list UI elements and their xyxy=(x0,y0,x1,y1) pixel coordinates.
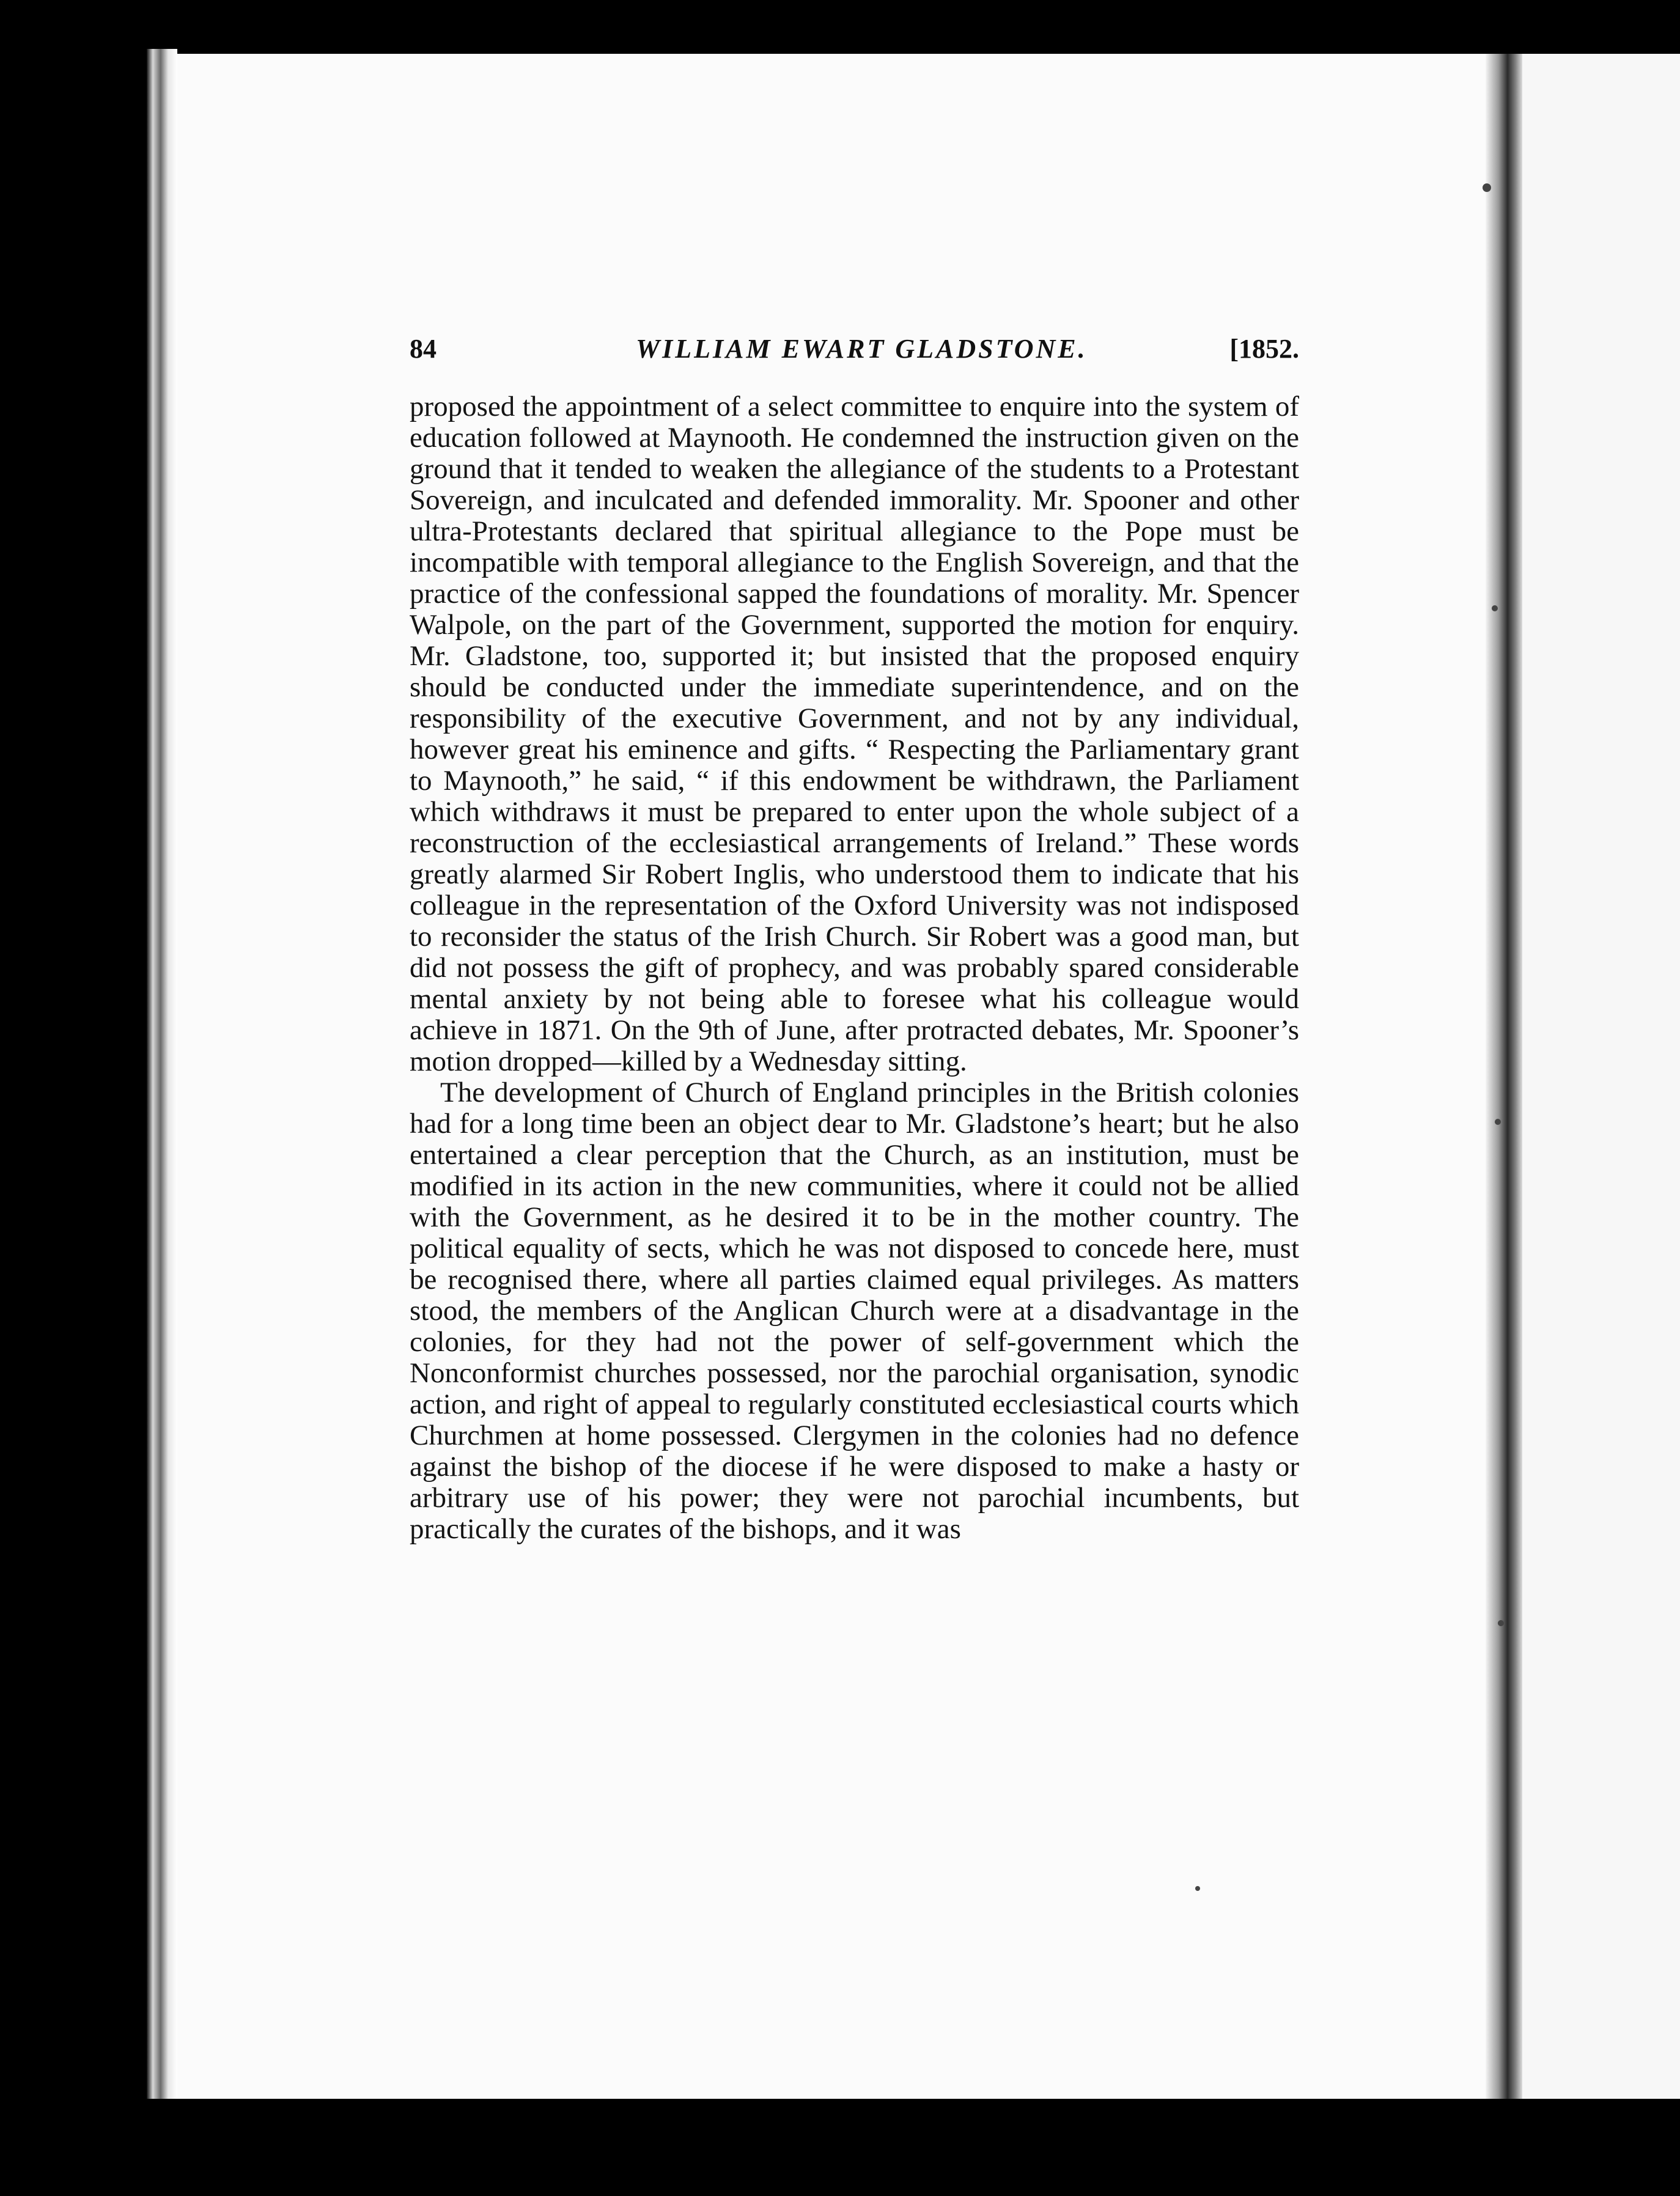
paragraph: proposed the appointment of a select committee to enquire into the system of education followed at Maynooth. He condemned the instruction given on the ground that it tended to weaken the allegiance of the students to a Protestant Sovereign, and inculcated and defended immorality. Mr. Spooner and other ultra-Protestants declared that spiritual allegiance to the Pope must be incompatible with temporal allegiance to the English Sovereign, and that the practice of the confessional sapped the foundations of morality. Mr. Spencer Walpole, on the part of the Government, supported the motion for enquiry. Mr. Gladstone, too, supported it; but insisted that the proposed enquiry should be conducted under the immediate superintendence, and on the responsibility of the executive Government, and not by any individual, however great his eminence and gifts. “ Respecting the Parliamentary grant to Maynooth,” he said, “ if this endowment be withdrawn, the Parliament which withdraws it must be prepared to enter upon the whole subject of a reconstruction of the ecclesiastical arrangements of Ireland.” These words greatly alarmed Sir Robert Inglis, who understood them to indicate that his colleague in the representation of the Oxford University was not indisposed to reconsider the status of the Irish Church. Sir Robert was a good man, but did not possess the gift of prophecy, and was probably spared considerable mental anxiety by not being able to foresee what his colleague would achieve in 1871. On the 9th of June, after protracted debates, Mr. Spooner’s motion dropped—killed by a Wednesday sitting. xyxy=(410,391,1299,1077)
dust-speck xyxy=(1495,1119,1501,1125)
header-year: [1852. xyxy=(1229,334,1299,364)
facing-page-edge xyxy=(1522,54,1680,2099)
scan-border xyxy=(0,2099,1680,2196)
book-gutter xyxy=(1486,54,1522,2099)
page-number: 84 xyxy=(410,334,437,364)
dust-speck xyxy=(1492,605,1498,611)
dust-speck xyxy=(1498,1620,1504,1626)
running-title: WILLIAM EWART GLADSTONE. xyxy=(636,334,1088,364)
paragraph: The development of Church of England principles in the British colonies had for a long time been an object dear to Mr. Gladstone’s heart; but he also entertained a clear perception that the Church, as an institution, must be modified in its action in the new communities, where it could not be allied with the Government, as he desired it to be in the mother country. The political equality of sects, which he was not disposed to concede here, must be recognised there, where all parties claimed equal privileges. As matters stood, the members of the Anglican Church were at a disadvantage in the colonies, for they had not the power of self-government which the Nonconformist churches possessed, nor the parochial organisation, synodic action, and right of appeal to regularly constituted ecclesiastical courts which Churchmen at home possessed. Clergymen in the colonies had no defence against the bishop of the diocese if he were disposed to make a hasty or arbitrary use of his power; they were not parochial incumbents, but practically the curates of the bishops, and it was xyxy=(410,1077,1299,1545)
dust-speck xyxy=(1483,183,1491,192)
page-body xyxy=(410,391,1299,1545)
dust-speck xyxy=(1195,1886,1200,1891)
left-page-edge xyxy=(147,49,177,2103)
running-header xyxy=(410,333,1299,376)
